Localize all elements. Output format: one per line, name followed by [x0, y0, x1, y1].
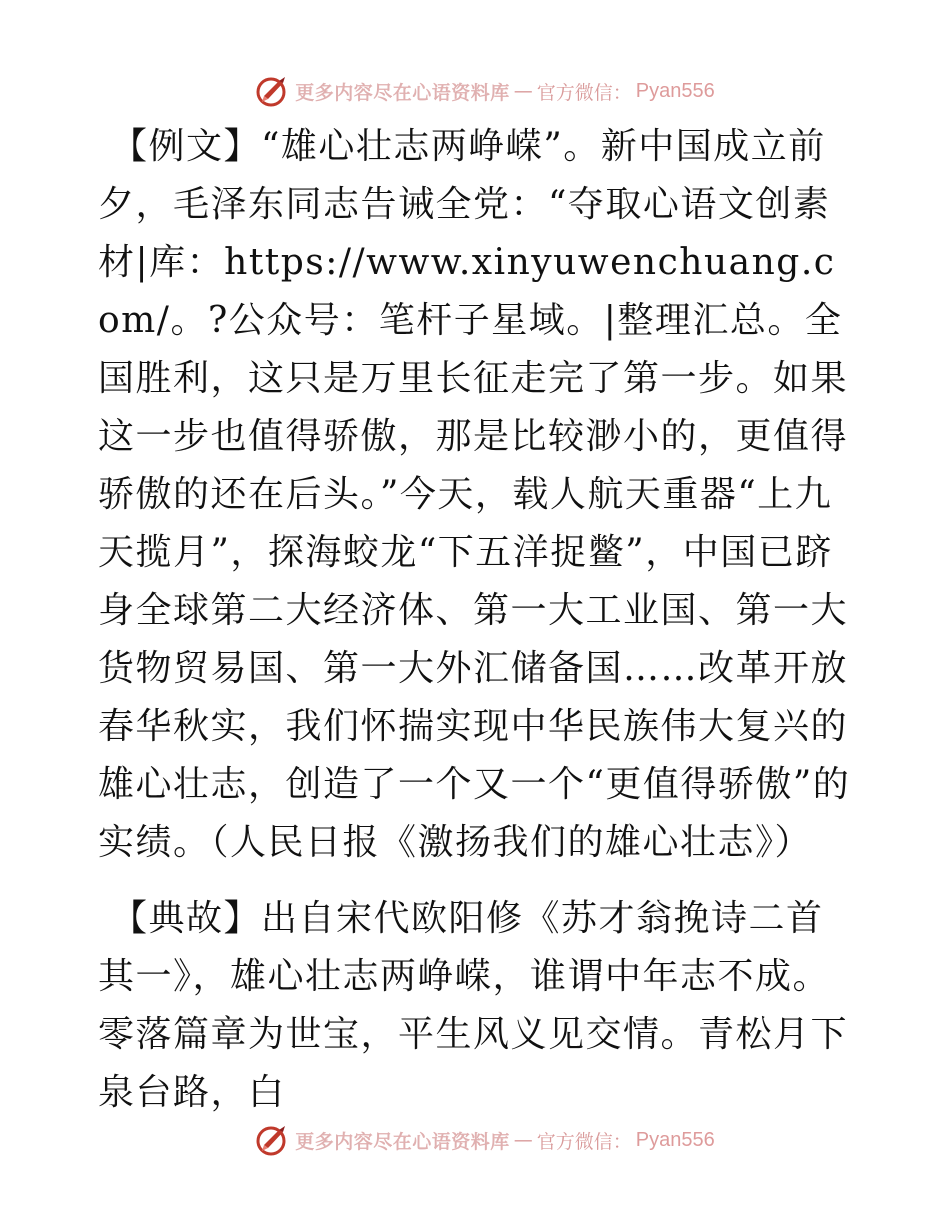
banner-separator: — — [513, 1129, 533, 1151]
logo-icon — [255, 1123, 291, 1157]
banner-content — [255, 1123, 715, 1157]
banner-title: 更多内容尽在心语资料库 — [295, 81, 510, 104]
paragraph-example: 【例文】“雄心壮志两峥嵘”。新中国成立前夕，毛泽东同志告诫全党：“夺取心语文创素材|库：https://www.xinyuwenchuang.com/。?公众号：笔杆子星域。|整理汇总。全国胜利，这只是万里长征走完了第一步。如果这一步也值得骄傲，那是比较渺小的，更值得骄傲的还在后头。”今天，载人航天重器“上九天揽月”，探海蛟龙“下五洋捉鳖”，中国已跻身全球第二大经济体、第一大工业国、第一大货物贸易国、第一大外汇储备国……改革开放春华秋实，我们怀揣实现中华民族伟大复兴的雄心壮志，创造了一个又一个“更值得骄傲”的实绩。（人民日报《激扬我们的雄心壮志》） — [98, 126, 851, 863]
banner-content — [255, 74, 715, 108]
paragraph-allusion: 【典故】出自宋代欧阳修《苏才翁挽诗二首其一》，雄心壮志两峥嵘，谁谓中年志不成。零落篇章为世宝，平生风义见交情。青松月下泉台路，白 — [98, 898, 849, 1113]
document-body — [98, 118, 858, 1122]
banner-wechat-label: 官方微信： — [536, 1130, 632, 1153]
banner-title: 更多内容尽在心语资料库 — [295, 1130, 510, 1153]
banner-wechat-label: 官方微信： — [536, 81, 632, 104]
footer-banner — [0, 1120, 950, 1160]
banner-wechat-id: Pyan556 — [635, 79, 715, 102]
header-banner — [0, 71, 950, 111]
banner-separator: — — [513, 80, 533, 102]
logo-icon — [255, 74, 291, 108]
banner-wechat-id: Pyan556 — [635, 1128, 715, 1151]
